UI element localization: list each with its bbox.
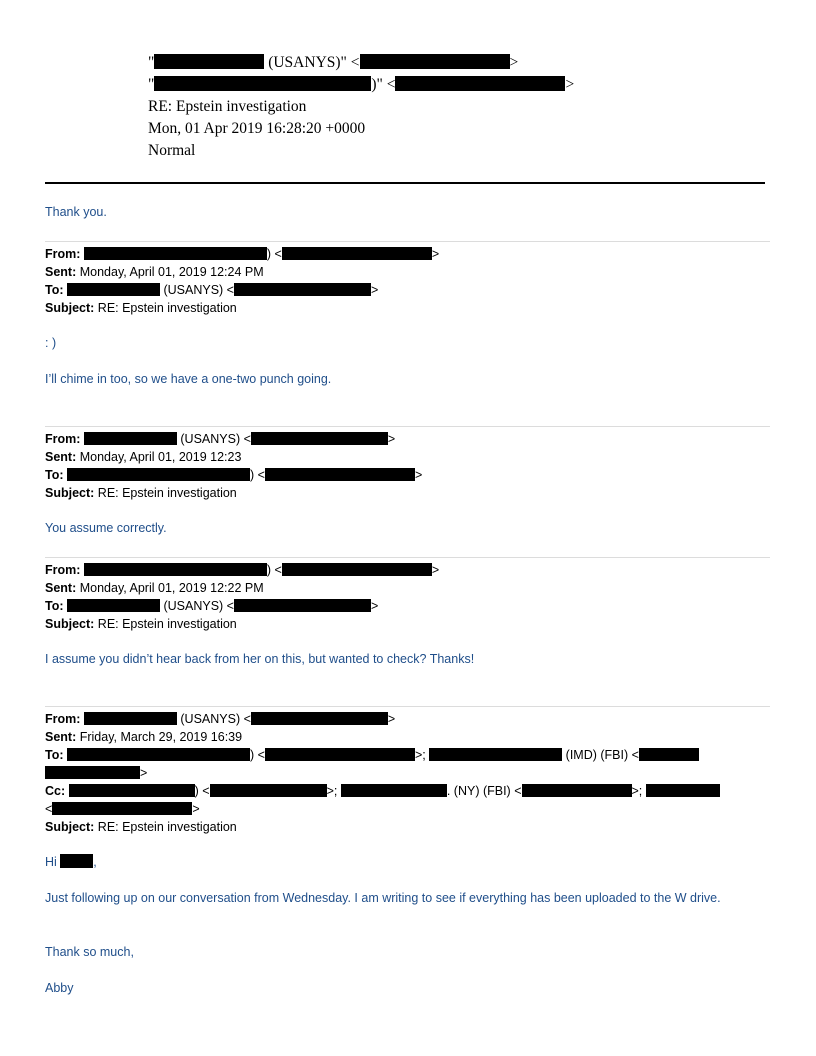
redaction-bar: [67, 748, 250, 761]
header-importance-value: Normal: [148, 142, 196, 159]
message-subject-line: Subject: RE: Epstein investigation: [45, 486, 237, 500]
message-sent-line: Sent: Monday, April 01, 2019 12:23: [45, 450, 242, 464]
message-signature: Abby: [45, 981, 74, 995]
redaction-bar: [234, 283, 371, 296]
redaction-bar: [84, 712, 177, 725]
redaction-bar: [265, 748, 415, 761]
message-from-line: From: ) < >: [45, 247, 440, 261]
message-body: You assume correctly.: [45, 521, 167, 535]
redaction-bar: [45, 766, 140, 779]
message-from-line: From: (USANYS) < >: [45, 432, 396, 446]
redaction-bar: [429, 748, 562, 761]
redaction-bar: [646, 784, 720, 797]
message-separator: [45, 706, 770, 707]
message-greeting: Hi ,: [45, 855, 97, 869]
message-separator: [45, 557, 770, 558]
message-from-line: From: ) < >: [45, 563, 440, 577]
header-divider: [45, 182, 765, 184]
message-separator: [45, 241, 770, 242]
redaction-bar: [69, 784, 195, 797]
redaction-bar: [60, 854, 93, 868]
message-sent-line: Sent: Monday, April 01, 2019 12:24 PM: [45, 265, 264, 279]
redaction-bar: [84, 563, 267, 576]
header-from-value: " (USANYS)" < >: [148, 54, 519, 71]
message-body: Thank so much,: [45, 945, 134, 959]
header-date-value: Mon, 01 Apr 2019 16:28:20 +0000: [148, 120, 366, 137]
message-to-line-continued: >: [45, 765, 147, 781]
redaction-bar: [84, 432, 177, 445]
message-to-line: To: ) < >: [45, 468, 423, 482]
message-to-line: To: ) < >; (IMD) (FBI) <: [45, 747, 699, 763]
redaction-bar: [251, 432, 388, 445]
message-body: : ): [45, 336, 57, 350]
redaction-bar: [67, 468, 250, 481]
redaction-bar: [67, 283, 160, 296]
header-subject-value: RE: Epstein investigation: [148, 98, 307, 115]
redaction-bar: [67, 599, 160, 612]
message-subject-line: Subject: RE: Epstein investigation: [45, 820, 237, 834]
redaction-bar: [52, 802, 192, 815]
redaction-bar: [360, 54, 510, 69]
redaction-bar: [154, 54, 264, 69]
header-to-value: " )" < >: [148, 76, 575, 93]
message-to-line: To: (USANYS) < >: [45, 283, 379, 297]
message-sent-line: Sent: Monday, April 01, 2019 12:22 PM: [45, 581, 264, 595]
message-subject-line: Subject: RE: Epstein investigation: [45, 301, 237, 315]
redaction-bar: [234, 599, 371, 612]
message-cc-line: Cc: ) < >; . (NY) (FBI) < >;: [45, 783, 720, 799]
message-subject-line: Subject: RE: Epstein investigation: [45, 617, 237, 631]
message-body: I’ll chime in too, so we have a one-two punch going.: [45, 372, 332, 386]
message-body: Just following up on our conversation from Wednesday. I am writing to see if everything has been uploaded to the W drive.: [45, 891, 721, 905]
message-cc-line-continued: < >: [45, 802, 200, 816]
redaction-bar: [282, 247, 432, 260]
message-sent-line: Sent: Friday, March 29, 2019 16:39: [45, 730, 243, 744]
message-body: Thank you.: [45, 205, 107, 219]
redaction-bar: [84, 247, 267, 260]
message-from-line: From: (USANYS) < >: [45, 712, 396, 726]
redaction-bar: [282, 563, 432, 576]
redaction-bar: [639, 748, 699, 761]
message-body: I assume you didn’t hear back from her on this, but wanted to check? Thanks!: [45, 652, 475, 666]
redaction-bar: [154, 76, 371, 91]
redaction-bar: [522, 784, 632, 797]
redaction-bar: [251, 712, 388, 725]
redaction-bar: [210, 784, 327, 797]
redaction-bar: [341, 784, 447, 797]
redaction-bar: [265, 468, 415, 481]
redaction-bar: [395, 76, 565, 91]
message-separator: [45, 426, 770, 427]
message-to-line: To: (USANYS) < >: [45, 599, 379, 613]
